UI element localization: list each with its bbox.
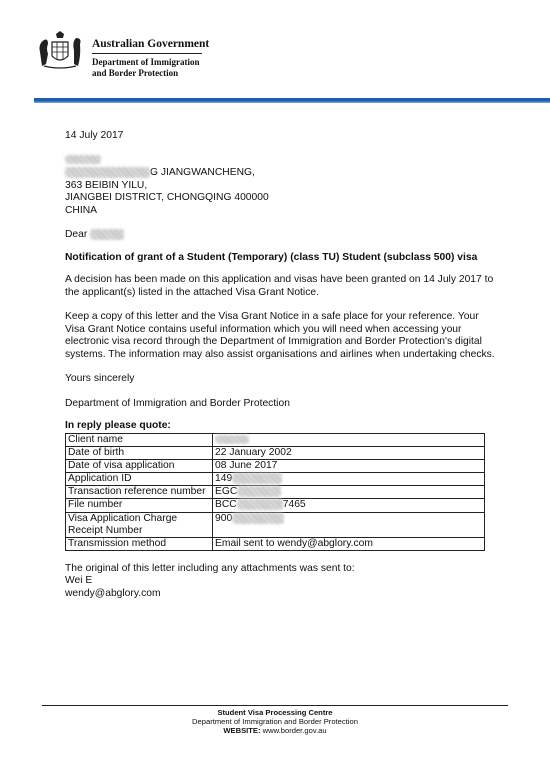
footer-website-line [0, 726, 550, 735]
row-value: 08 June 2017 [213, 459, 485, 472]
table-row [66, 486, 485, 499]
sent-to-email: wendy@abglory.com [65, 587, 161, 599]
redacted-mark [232, 473, 282, 484]
footer-website-label: WEBSITE: [223, 726, 261, 735]
letter-date: 14 July 2017 [65, 130, 124, 141]
letter-body [65, 130, 495, 600]
table-row [66, 459, 485, 472]
row-label: File number [66, 499, 213, 512]
row-label: Transmission method [66, 537, 213, 550]
table-row [66, 499, 485, 512]
footer-rule [42, 705, 508, 706]
row-label: Application ID [66, 472, 213, 485]
government-header [92, 38, 209, 79]
paragraph-decision: A decision has been made on this application and visas have been granted on 14 July 2017 to the applicant(s) listed in the attached Visa Grant Notice. [65, 274, 494, 298]
redacted-mark [237, 486, 281, 497]
footer-department: Department of Immigration and Border Protection [192, 717, 358, 726]
value-text: BCC [215, 499, 237, 511]
org-line-2: Department of Immigration [92, 57, 200, 67]
salutation [65, 229, 495, 242]
row-value [213, 433, 485, 446]
redacted-mark [215, 435, 249, 444]
value-text: 900 [215, 512, 233, 524]
sent-to-name: Wei E [65, 575, 93, 587]
table-row [66, 446, 485, 459]
row-value [213, 486, 485, 499]
row-value [213, 472, 485, 485]
address-line: JIANGBEI DISTRICT, CHONGQING 400000 [65, 192, 269, 204]
value-text: 149 [215, 473, 233, 485]
row-label: Client name [66, 433, 213, 446]
header-rule [92, 53, 202, 54]
table-row [66, 433, 485, 446]
footer-centre: Student Visa Processing Centre [217, 708, 333, 717]
table-row [66, 537, 485, 550]
row-value: 22 January 2002 [213, 446, 485, 459]
redacted-mark [232, 513, 284, 524]
footer-website-link[interactable]: www.border.gov.au [262, 726, 327, 735]
row-value [213, 512, 485, 537]
salutation-text: Dear [65, 229, 88, 241]
reply-table [65, 433, 485, 551]
row-value [213, 499, 485, 512]
row-value: Email sent to wendy@abglory.com [213, 537, 485, 550]
row-label: Transaction reference number [66, 486, 213, 499]
coat-of-arms-icon [36, 30, 84, 70]
paragraph-keep-copy: Keep a copy of this letter and the Visa Grant Notice in a safe place for your reference. Your Visa Grant Notice contains useful information which you will need when accessing your electronic visa record through the Department of Immigration and Border Protection's digital systems. The information may also assist organisations and airlines when undertaking checks. [65, 311, 495, 360]
redacted-mark [237, 499, 283, 510]
row-label: Date of visa application [66, 459, 213, 472]
row-label: Date of birth [66, 446, 213, 459]
org-line-3: and Border Protection [92, 68, 179, 78]
address-line: CHINA [65, 204, 98, 216]
redacted-mark [65, 167, 150, 178]
signoff: Department of Immigration and Border Protection [65, 397, 290, 409]
table-row [66, 472, 485, 485]
redacted-mark [65, 155, 101, 164]
header-band [34, 98, 550, 103]
address-line: G JIANGWANCHENG, [150, 167, 255, 179]
address-line: 363 BEIBIN YILU, [65, 179, 148, 191]
sent-to-intro: The original of this letter including any attachments was sent to: [65, 562, 355, 574]
address-block [65, 155, 495, 218]
closing: Yours sincerely [65, 373, 135, 385]
org-line-1: Australian Government [92, 38, 210, 50]
redacted-mark [90, 229, 124, 240]
letter-subject: Notification of grant of a Student (Temporary) (class TU) Student (subclass 500) visa [65, 251, 478, 263]
value-text: EGC [215, 486, 238, 498]
reply-heading: In reply please quote: [65, 420, 171, 432]
value-suffix: 7465 [282, 499, 306, 511]
row-label: Visa Application Charge Receipt Number [66, 512, 213, 537]
footer [0, 708, 550, 735]
table-row [66, 512, 485, 537]
